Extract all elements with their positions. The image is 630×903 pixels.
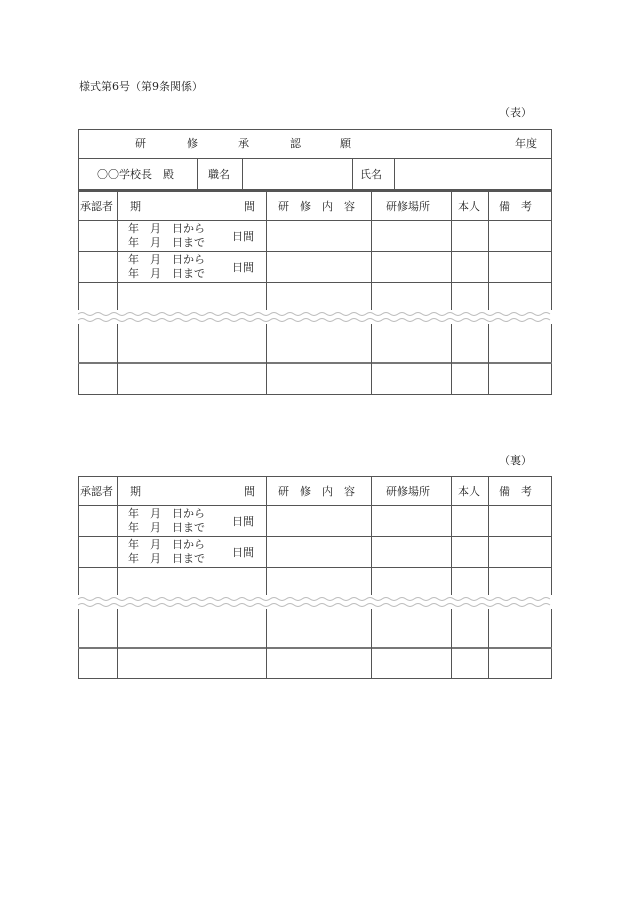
- period-from: 年 月 日から: [128, 253, 205, 266]
- col-self: 本人: [458, 200, 480, 213]
- period-to: 年 月 日まで: [128, 521, 205, 534]
- col-period-left: 期: [130, 200, 141, 213]
- back-side-label: （裏）: [499, 454, 532, 467]
- front-side-label: （表）: [499, 106, 532, 119]
- title-char: 認: [290, 137, 301, 150]
- period-days: 日間: [232, 230, 254, 243]
- title-char: 研: [135, 137, 146, 150]
- period-to: 年 月 日まで: [128, 236, 205, 249]
- name-label: 氏名: [360, 168, 382, 181]
- col-content: 研 修 内 容: [278, 200, 355, 213]
- col-period-left: 期: [130, 485, 141, 498]
- period-to: 年 月 日まで: [128, 552, 205, 565]
- col-period-right: 間: [244, 485, 255, 498]
- table-break-wave: [78, 595, 552, 609]
- period-from: 年 月 日から: [128, 222, 205, 235]
- period-days: 日間: [232, 546, 254, 559]
- table-break-wave: [78, 310, 552, 324]
- title-char: 願: [340, 137, 351, 150]
- title-char: 修: [187, 137, 198, 150]
- period-days: 日間: [232, 261, 254, 274]
- title-char: 承: [238, 137, 249, 150]
- col-location: 研修場所: [386, 200, 430, 213]
- period-from: 年 月 日から: [128, 538, 205, 551]
- form-number: 様式第6号（第9条関係）: [79, 80, 203, 93]
- addressee-text: 〇〇学校長 殿: [97, 168, 174, 181]
- fiscal-year-label: 年度: [515, 137, 537, 150]
- col-period-right: 間: [244, 200, 255, 213]
- period-from: 年 月 日から: [128, 507, 205, 520]
- job-title-label: 職名: [208, 168, 230, 181]
- period-days: 日間: [232, 515, 254, 528]
- title-bar: [78, 129, 552, 159]
- name-field[interactable]: [396, 160, 550, 188]
- period-to: 年 月 日まで: [128, 267, 205, 280]
- col-approver: 承認者: [80, 200, 113, 213]
- col-approver: 承認者: [80, 485, 113, 498]
- col-location: 研修場所: [386, 485, 430, 498]
- col-content: 研 修 内 容: [278, 485, 355, 498]
- col-remarks: 備 考: [499, 485, 532, 498]
- col-remarks: 備 考: [499, 200, 532, 213]
- col-self: 本人: [458, 485, 480, 498]
- job-title-field[interactable]: [244, 160, 350, 188]
